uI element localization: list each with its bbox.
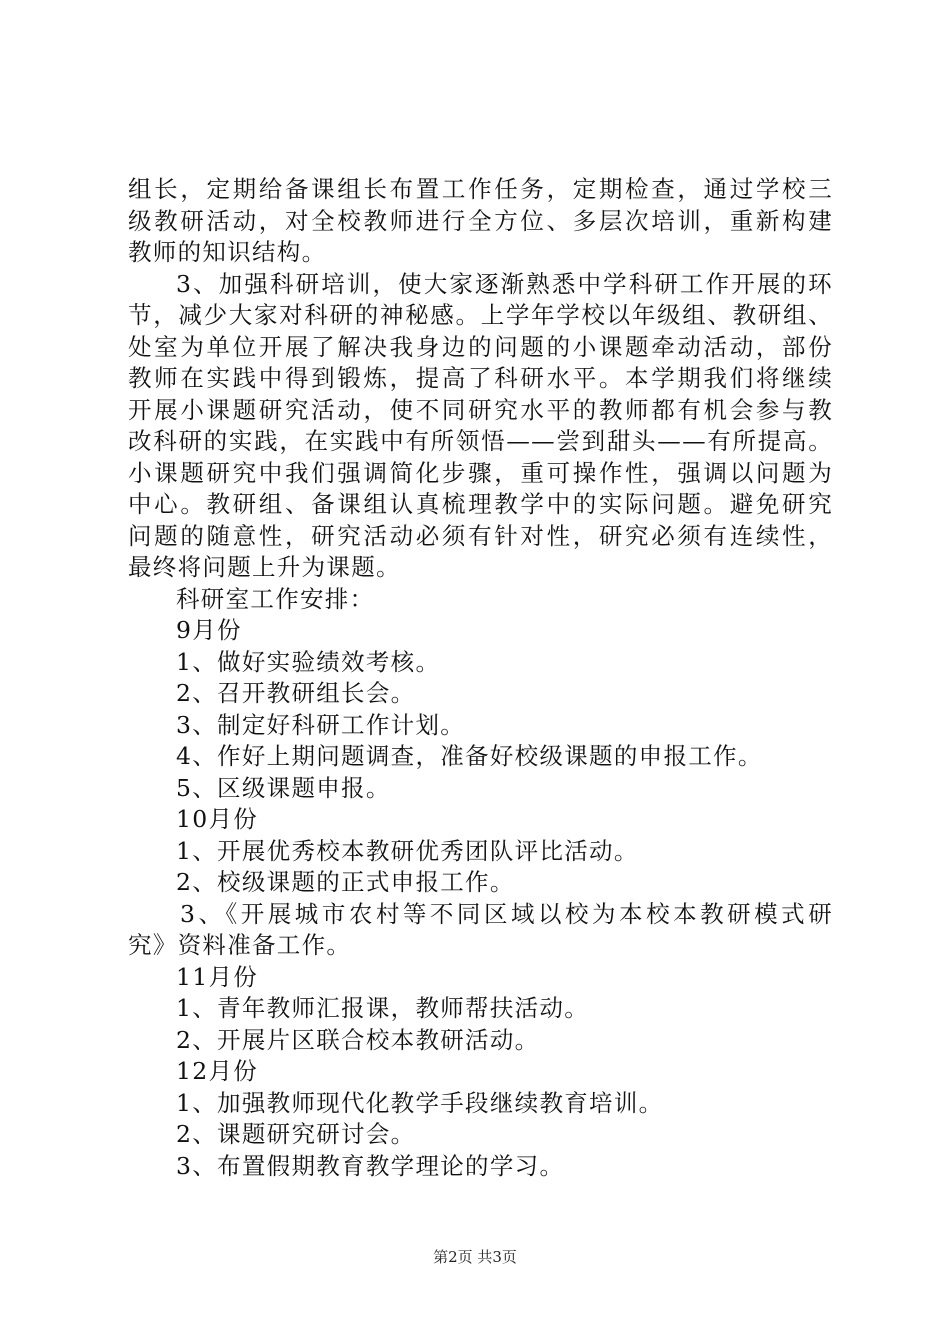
page-number-footer: 第2页 共3页 — [433, 1248, 517, 1266]
list-item: 1、青年教师汇报课，教师帮扶活动。 — [176, 994, 590, 1022]
section-heading: 科研室工作安排： — [176, 584, 375, 613]
month-heading: 12月份 — [176, 1057, 259, 1085]
text-line: 教师的知识结构。 — [128, 238, 327, 266]
list-item: 3、《开展城市农村等不同区域以校为本校本教研模式研 — [180, 899, 833, 928]
list-item: 1、开展优秀校本教研优秀团队评比活动。 — [176, 836, 639, 865]
list-item: 2、召开教研组长会。 — [176, 679, 416, 707]
text-line: 开展小课题研究活动，使不同研究水平的教师都有机会参与教 — [128, 395, 833, 424]
text-line: 改科研的实践，在实践中有所领悟——尝到甜头——有所提高。 — [128, 427, 833, 455]
list-item: 3、制定好科研工作计划。 — [176, 710, 466, 739]
list-item: 1、做好实验绩效考核。 — [176, 647, 441, 676]
list-item: 1、加强教师现代化教学手段继续教育培训。 — [176, 1088, 664, 1117]
month-heading: 10月份 — [176, 805, 259, 833]
text-line: 节，减少大家对科研的神秘感。上学年学校以年级组、教研组、 — [128, 301, 833, 329]
month-heading: 11月份 — [176, 962, 259, 991]
text-line: 小课题研究中我们强调简化步骤，重可操作性，强调以问题为 — [128, 458, 833, 487]
text-line: 最终将问题上升为课题。 — [128, 553, 401, 581]
month-heading: 9月份 — [176, 616, 242, 644]
list-item: 4、作好上期问题调查，准备好校级课题的申报工作。 — [176, 742, 763, 770]
text-line: 级教研活动，对全校教师进行全方位、多层次培训，重新构建 — [128, 206, 833, 235]
list-item: 5、区级课题申报。 — [176, 773, 391, 802]
list-item: 2、开展片区联合校本教研活动。 — [176, 1025, 540, 1054]
text-line: 处室为单位开展了解决我身边的问题的小课题牵动活动，部份 — [128, 332, 833, 361]
list-item: 3、布置假期教育教学理论的学习。 — [176, 1151, 565, 1180]
list-item: 2、校级课题的正式申报工作。 — [176, 868, 515, 896]
list-item-continuation: 究》资料准备工作。 — [128, 931, 352, 959]
list-item: 2、课题研究研讨会。 — [176, 1120, 416, 1148]
text-line: 中心。教研组、备课组认真梳理教学中的实际问题。避免研究 — [128, 490, 833, 518]
text-line: 3、加强科研培训，使大家逐渐熟悉中学科研工作开展的环 — [176, 269, 833, 298]
text-line: 教师在实践中得到锻炼，提高了科研水平。本学期我们将继续 — [128, 364, 833, 392]
text-line: 问题的随意性，研究活动必须有针对性，研究必须有连续性， — [128, 521, 833, 550]
document-body — [128, 174, 833, 1182]
text-line: 组长，定期给备课组长布置工作任务，定期检查，通过学校三 — [128, 175, 833, 203]
